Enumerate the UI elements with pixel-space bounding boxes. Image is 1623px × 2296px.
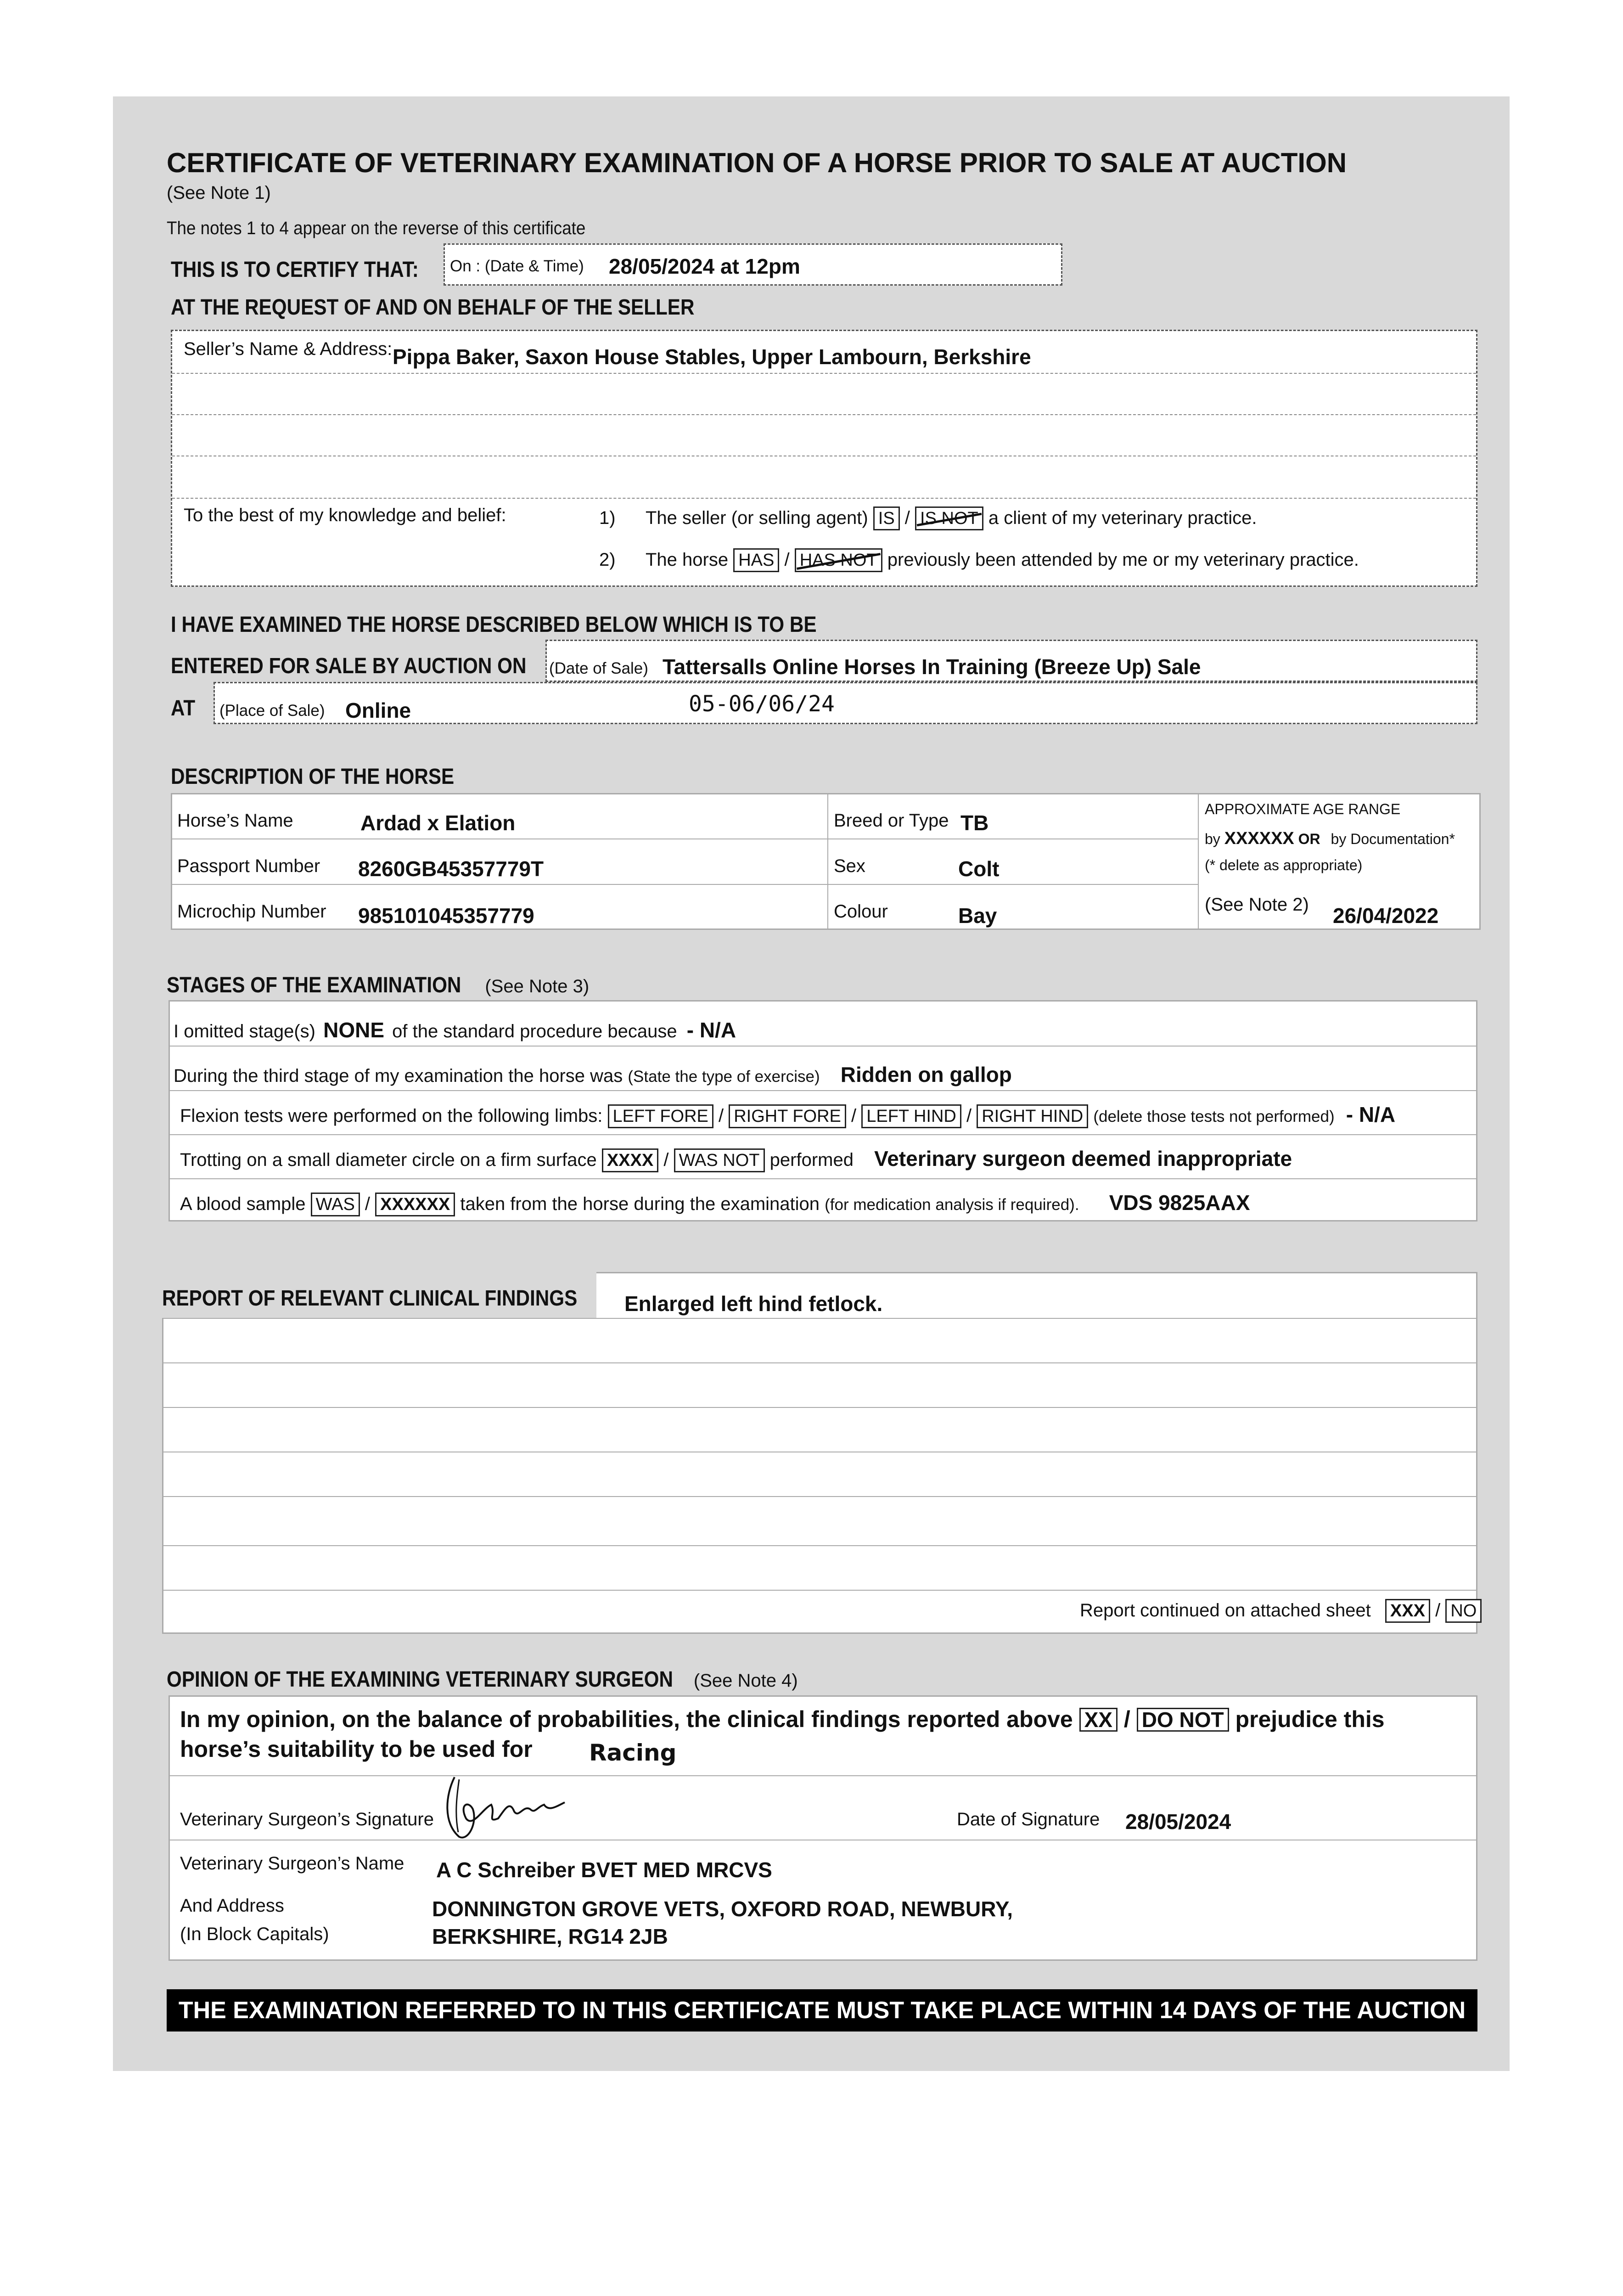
certify-date-value: 28/05/2024 at 12pm — [609, 254, 800, 278]
blood-sample-line: A blood sample WAS / XXXXXX taken from the horse during the examination (for medication analysis if required). VDS 9825AAX — [180, 1190, 1250, 1216]
sale-at-label: AT — [171, 696, 196, 720]
age-heading: APPROXIMATE AGE RANGE — [1205, 801, 1401, 817]
stages-heading: STAGES OF THE EXAMINATION (See Note 3) — [167, 973, 590, 997]
vet-name-value: A C Schreiber BVET MED MRCVS — [436, 1858, 772, 1882]
certify-on-label: On : (Date & Time) — [450, 257, 584, 275]
knowledge-label: To the best of my knowledge and belief: — [184, 505, 506, 525]
report-heading: REPORT OF RELEVANT CLINICAL FINDINGS — [162, 1286, 578, 1311]
see-note-1: (See Note 1) — [167, 183, 271, 203]
passport-label: Passport Number — [177, 856, 320, 876]
horse-name-value: Ardad x Elation — [360, 811, 516, 835]
signature-image — [441, 1768, 578, 1841]
sale-handwritten-date: 05-06/06/24 — [689, 691, 835, 717]
flexion-right-hind: RIGHT HIND — [977, 1104, 1088, 1128]
third-stage-line: During the third stage of my examination the horse was (State the type of exercise) Ridden on gallop — [174, 1063, 1012, 1086]
address-label-1: And Address — [180, 1896, 284, 1916]
age-value: 26/04/2022 — [1333, 904, 1439, 928]
flexion-left-fore: LEFT FORE — [608, 1104, 713, 1128]
sale-date-label: (Date of Sale) — [549, 659, 648, 677]
option-has-not-struck: HAS NOT — [795, 548, 882, 572]
notes-line: The notes 1 to 4 appear on the reverse of this certificate — [167, 218, 586, 238]
blood-was-not-struck: XXXXXX — [375, 1193, 455, 1216]
sale-place-value: Online — [345, 698, 411, 722]
address-label-2: (In Block Capitals) — [180, 1924, 329, 1944]
breed-label: Breed or Type — [834, 810, 949, 831]
opinion-use-value: Racing — [589, 1739, 677, 1766]
signature-date-value: 28/05/2024 — [1125, 1810, 1231, 1834]
opinion-line2: horse’s suitability to be used for — [180, 1736, 533, 1762]
report-no: NO — [1445, 1599, 1482, 1623]
sale-date-value: Tattersalls Online Horses In Training (Breeze Up) Sale — [663, 655, 1201, 679]
seller-label: Seller’s Name & Address: — [184, 339, 393, 359]
trot-was-struck: XXXX — [602, 1148, 658, 1172]
report-box — [162, 1272, 1477, 1634]
sale-place-label: (Place of Sale) — [219, 702, 325, 720]
seller-value: Pippa Baker, Saxon House Stables, Upper Lambourn, Berkshire — [393, 345, 1031, 369]
sex-value: Colt — [958, 857, 1000, 881]
opinion-line1: In my opinion, on the balance of probabilities, the clinical findings reported above XX / DO NOT prejudice this — [180, 1706, 1385, 1732]
blood-was: WAS — [311, 1193, 360, 1216]
microchip-value: 985101045357779 — [358, 904, 534, 928]
signature-date-label: Date of Signature — [957, 1809, 1100, 1829]
request-heading: AT THE REQUEST OF AND ON BEHALF OF THE SELLER — [171, 295, 695, 320]
opinion-do-not: DO NOT — [1137, 1708, 1229, 1732]
sex-label: Sex — [834, 856, 865, 876]
vet-name-label: Veterinary Surgeon’s Name — [180, 1853, 404, 1874]
flexion-right-fore: RIGHT FORE — [729, 1104, 846, 1128]
option-is: IS — [873, 506, 900, 530]
certify-label: THIS IS TO CERTIFY THAT: — [171, 258, 419, 282]
opinion-do-struck: XX — [1079, 1708, 1118, 1732]
opinion-heading: OPINION OF THE EXAMINING VETERINARY SURGEON (See Note 4) — [167, 1667, 798, 1692]
age-delete-note: (* delete as appropriate) — [1205, 857, 1363, 873]
omitted-line: I omitted stage(s) NONE of the standard procedure because - N/A — [174, 1018, 736, 1042]
passport-value: 8260GB45357779T — [358, 857, 544, 881]
breed-value: TB — [960, 811, 989, 835]
knowledge-item1: 1) The seller (or selling agent) IS / IS NOT a client of my veterinary practice. — [599, 506, 1257, 530]
knowledge-item2: 2) The horse HAS / HAS NOT previously been attended by me or my veterinary practice. — [599, 548, 1359, 572]
horse-name-label: Horse’s Name — [177, 810, 293, 831]
colour-label: Colour — [834, 901, 888, 922]
signature-label: Veterinary Surgeon’s Signature — [180, 1809, 434, 1829]
flexion-line: Flexion tests were performed on the following limbs: LEFT FORE / RIGHT FORE / LEFT HIND / RIGHT HIND (delete those tests not performed) - N/A — [180, 1102, 1395, 1128]
report-value: Enlarged left hind fetlock. — [624, 1292, 883, 1316]
option-is-not-struck: IS NOT — [915, 506, 983, 530]
colour-value: Bay — [958, 904, 997, 928]
address-line-1: DONNINGTON GROVE VETS, OXFORD ROAD, NEWBURY, — [432, 1897, 1013, 1921]
option-has: HAS — [733, 548, 779, 572]
sale-entered-label: ENTERED FOR SALE BY AUCTION ON — [171, 654, 527, 678]
age-see-note: (See Note 2) — [1205, 895, 1309, 915]
microchip-label: Microchip Number — [177, 901, 326, 922]
age-by-line: by XXXXXX OR by Documentation* — [1205, 829, 1455, 848]
trotting-line: Trotting on a small diameter circle on a firm surface XXXX / WAS NOT performed Veterinary surgeon deemed inappropriate — [180, 1146, 1292, 1172]
footer-notice: THE EXAMINATION REFERRED TO IN THIS CERTIFICATE MUST TAKE PLACE WITHIN 14 DAYS OF THE AUCTION — [167, 1989, 1477, 2032]
report-yes-struck: XXX — [1385, 1599, 1430, 1623]
report-continued: Report continued on attached sheet XXX / NO — [1080, 1599, 1482, 1623]
trot-was-not: WAS NOT — [674, 1148, 765, 1172]
examined-heading: I HAVE EXAMINED THE HORSE DESCRIBED BELOW WHICH IS TO BE — [171, 613, 817, 637]
description-heading: DESCRIPTION OF THE HORSE — [171, 765, 455, 789]
flexion-left-hind: LEFT HIND — [861, 1104, 961, 1128]
address-line-2: BERKSHIRE, RG14 2JB — [432, 1925, 668, 1948]
page-title: CERTIFICATE OF VETERINARY EXAMINATION OF A HORSE PRIOR TO SALE AT AUCTION — [167, 147, 1347, 178]
